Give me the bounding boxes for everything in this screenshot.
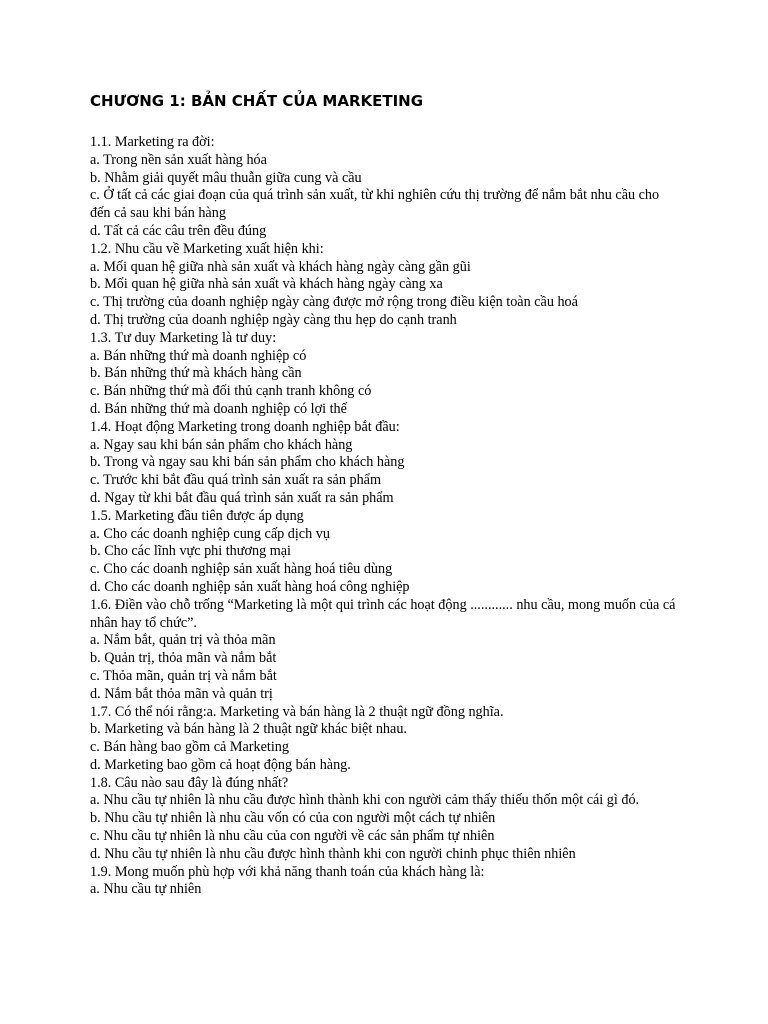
text-line: c. Bán những thứ mà đối thủ cạnh tranh không có xyxy=(90,383,372,400)
text-line: b. Quản trị, thỏa mãn và nắm bắt xyxy=(90,650,277,667)
text-line: d. Bán những thứ mà doanh nghiệp có lợi thế xyxy=(90,400,347,417)
text-line: a. Ngay sau khi bán sản phẩm cho khách hàng xyxy=(90,436,353,453)
text-line: a. Nắm bắt, quản trị và thỏa mãn xyxy=(90,632,276,649)
text-line: 1.8. Câu nào sau đây là đúng nhất? xyxy=(90,774,289,791)
text-line: b. Trong và ngay sau khi bán sản phẩm cho khách hàng xyxy=(90,454,405,471)
text-line: 1.4. Hoạt động Marketing trong doanh nghiệp bắt đầu: xyxy=(90,418,400,435)
text-line: b. Nhằm giải quyết mâu thuẫn giữa cung và cầu xyxy=(90,169,362,186)
text-line: d. Cho các doanh nghiệp sản xuất hàng hoá công nghiệp xyxy=(90,578,410,595)
text-line: d. Tất cả các câu trên đều đúng xyxy=(90,222,267,239)
text-line: a. Bán những thứ mà doanh nghiệp có xyxy=(90,347,307,364)
text-line: c. Cho các doanh nghiệp sản xuất hàng hoá tiêu dùng xyxy=(90,561,393,578)
text-line: a. Cho các doanh nghiệp cung cấp dịch vụ xyxy=(90,525,330,542)
text-line: b. Cho các lĩnh vực phi thương mại xyxy=(90,543,291,560)
text-line: c. Trước khi bắt đầu quá trình sản xuất ra sản phẩm xyxy=(90,472,382,489)
text-line: d. Nắm bắt thỏa mãn và quản trị xyxy=(90,685,273,702)
text-line: 1.2. Nhu cầu về Marketing xuất hiện khi: xyxy=(90,240,324,257)
text-line: b. Bán những thứ mà khách hàng cần xyxy=(90,365,302,382)
text-line: d. Thị trường của doanh nghiệp ngày càng thu hẹp do cạnh tranh xyxy=(90,311,457,328)
text-line: 1.3. Tư duy Marketing là tư duy: xyxy=(90,329,277,346)
text-line: d. Nhu cầu tự nhiên là nhu cầu được hình thành khi con người chinh phục thiên nhiên xyxy=(90,845,576,862)
text-line: c. Thị trường của doanh nghiệp ngày càng được mở rộng trong điều kiện toàn cầu hoá xyxy=(90,294,578,311)
text-line: 1.6. Điền vào chỗ trống “Marketing là một qui trình các hoạt động ............ nhu cầu, mong muốn của cá nhân hay tổ chức”. xyxy=(90,596,676,631)
text-line: 1.5. Marketing đầu tiên được áp dụng xyxy=(90,507,304,524)
text-line: a. Nhu cầu tự nhiên là nhu cầu được hình thành khi con người cảm thấy thiếu thốn một cái gì đó. xyxy=(90,792,640,809)
text-line: c. Bán hàng bao gồm cả Marketing xyxy=(90,739,289,756)
text-line: c. Thỏa mãn, quản trị và nắm bắt xyxy=(90,667,277,684)
text-line: d. Ngay từ khi bắt đầu quá trình sản xuất ra sản phẩm xyxy=(90,489,394,506)
text-line: a. Nhu cầu tự nhiên xyxy=(90,881,202,898)
text-line: a. Trong nền sản xuất hàng hóa xyxy=(90,151,267,168)
page-title: CHƯƠNG 1: BẢN CHẤT CỦA MARKETING xyxy=(90,92,424,110)
question-list xyxy=(90,134,680,899)
text-line: 1.1. Marketing ra đời: xyxy=(90,134,215,150)
text-line: b. Mối quan hệ giữa nhà sản xuất và khách hàng ngày càng xa xyxy=(90,276,443,293)
text-line: b. Nhu cầu tự nhiên là nhu cầu vốn có của con người một cách tự nhiên xyxy=(90,810,496,827)
text-line: 1.9. Mong muốn phù hợp với khả năng thanh toán của khách hàng là: xyxy=(90,863,485,880)
text-line: d. Marketing bao gồm cả hoạt động bán hàng. xyxy=(90,756,351,773)
text-line: c. Nhu cầu tự nhiên là nhu cầu của con người về các sản phẩm tự nhiên xyxy=(90,828,495,845)
text-line: a. Mối quan hệ giữa nhà sản xuất và khách hàng ngày càng gần gũi xyxy=(90,258,471,275)
text-line: b. Marketing và bán hàng là 2 thuật ngữ khác biệt nhau. xyxy=(90,721,407,738)
document-page xyxy=(90,90,680,899)
text-line: 1.7. Có thể nói rằng:a. Marketing và bán hàng là 2 thuật ngữ đồng nghĩa. xyxy=(90,703,504,720)
text-line: c. Ở tất cả các giai đoạn của quá trình sản xuất, từ khi nghiên cứu thị trường để nắm bắt nhu cầu cho đến cả sau khi bán hàng xyxy=(90,187,660,222)
